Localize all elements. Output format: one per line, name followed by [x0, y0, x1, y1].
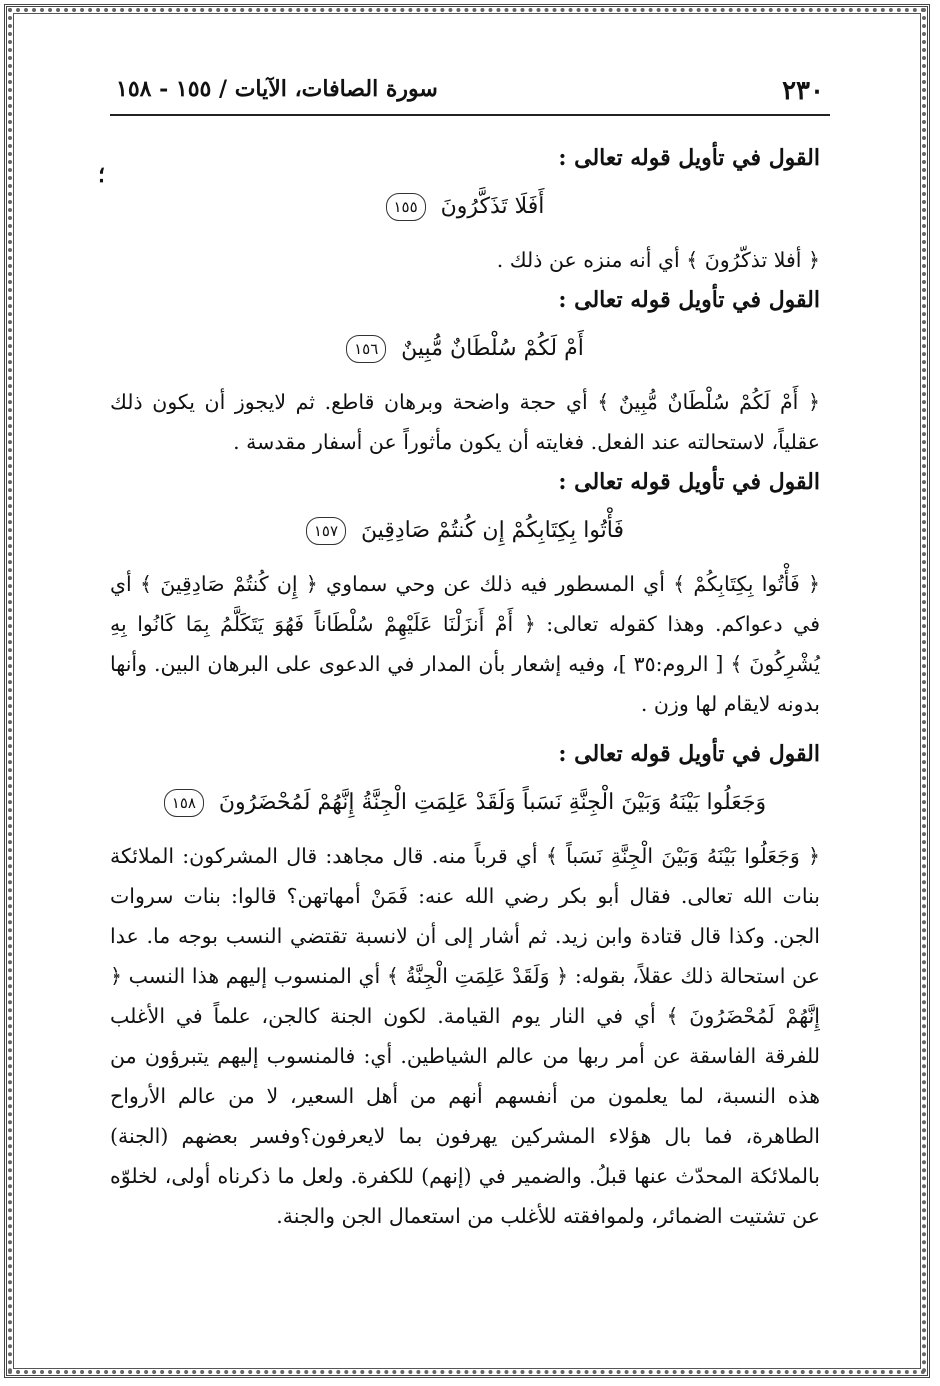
commentary-paragraph: ﴿ أفلا تذكّرُونَ ﴾ أي أنه منزه عن ذلك . [496, 248, 820, 272]
commentary-paragraph: ﴿ أَمْ لَكُمْ سُلْطَانٌ مُّبِينٌ ﴾ أي حجة واضحة وبرهان قاطع. ثم لايجوز أن يكون ذلك عقلياً، لاستحالته عند الفعل. فغايته أن يكون مأثوراً عن أسفار مقدسة . [110, 390, 820, 454]
margin-mark: ؛ [98, 162, 105, 188]
running-head: سورة الصافات، الآيات / ١٥٥ - ١٥٨ [116, 76, 438, 102]
section-heading: القول في تأويل قوله تعالى : [558, 145, 820, 171]
verse-number-badge: ١٥٥ [386, 193, 426, 221]
section-158 [110, 734, 820, 1236]
section-heading: القول في تأويل قوله تعالى : [558, 469, 820, 495]
section-156 [110, 280, 820, 462]
section-heading: القول في تأويل قوله تعالى : [558, 287, 820, 313]
page-number: ٢٣٠ [782, 76, 824, 106]
section-heading: القول في تأويل قوله تعالى : [558, 741, 820, 767]
verse-text: أَمْ لَكُمْ سُلْطَانٌ مُّبِينٌ [401, 336, 584, 361]
verse-text: فَأْتُوا بِكِتَابِكُمْ إِن كُنتُمْ صَادِقِينَ [360, 518, 625, 543]
verse-number-badge: ١٥٧ [306, 517, 346, 545]
page-header [110, 66, 830, 116]
verse [110, 184, 820, 230]
verse-number-badge: ١٥٨ [164, 789, 204, 817]
verse-number-badge: ١٥٦ [346, 335, 386, 363]
section-155 [110, 138, 820, 280]
page-body [110, 138, 820, 1236]
verse [110, 326, 820, 372]
verse-text: وَجَعَلُوا بَيْنَهُ وَبَيْنَ الْجِنَّةِ نَسَباً وَلَقَدْ عَلِمَتِ الْجِنَّةُ إِنَّهُمْ لَمُحْضَرُونَ [218, 790, 767, 815]
section-157 [110, 462, 820, 724]
commentary-paragraph: ﴿ فَأْتُوا بِكِتَابِكُمْ ﴾ أي المسطور فيه ذلك عن وحي سماوي ﴿ إِن كُنتُمْ صَادِقِينَ ﴾ أي في دعواكم. وهذا كقوله تعالى: ﴿ أَمْ أَنزَلْنَا عَلَيْهِمْ سُلْطَاناً فَهُوَ يَتَكَلَّمُ بِمَا كَانُوا بِهِ يُشْرِكُونَ ﴾ [ الروم:٣٥ ]، وفيه إشعار بأن المدار في الدعوى على البرهان البين. وأنها بدونه لايقام لها وزن . [110, 572, 820, 716]
section-gap [110, 724, 820, 734]
verse-text: أَفَلَا تَذَكَّرُونَ [440, 194, 545, 219]
commentary-paragraph: ﴿ وَجَعَلُوا بَيْنَهُ وَبَيْنَ الْجِنَّةِ نَسَباً ﴾ أي قرباً منه. قال مجاهد: قال المشركون: الملائكة بنات الله تعالى. فقال أبو بكر رضي الله عنه: فَمَنْ أمهاتهن؟ قالوا: بنات سروات الجن. وكذا قال قتادة وابن زيد. ثم أشار إلى أن لانسبة تقتضي النسب بوجه ما. عدا عن استحالة ذلك عقلاً، بقوله: ﴿ وَلَقَدْ عَلِمَتِ الْجِنَّةُ ﴾ أي المنسوب إليهم هذا النسب ﴿ إِنَّهُمْ لَمُحْضَرُونَ ﴾ أي في النار يوم القيامة. لكون الجنة كالجن، علماً في الأغلب للفرقة الفاسقة عن أمر ربها من عالم الشياطين. أي: فالمنسوب إليهم يتبرؤون من هذه النسبة، لما يعلمون من أنفسهم أنهم من أهل السعير، لا من عالم الأرواح الطاهرة، فما بال هؤلاء المشركين يهرفون بما لايعرفون؟وفسر بعضهم (الجنة) بالملائكة المحدّث عنها قبلُ. والضمير في (إنهم) للكفرة. ولعل ما ذكرناه أولى، لخلوّه عن تشتيت الضمائر، ولموافقته للأغلب من استعمال الجن والجنة. [110, 844, 820, 1228]
verse [110, 508, 820, 554]
verse [110, 780, 820, 826]
